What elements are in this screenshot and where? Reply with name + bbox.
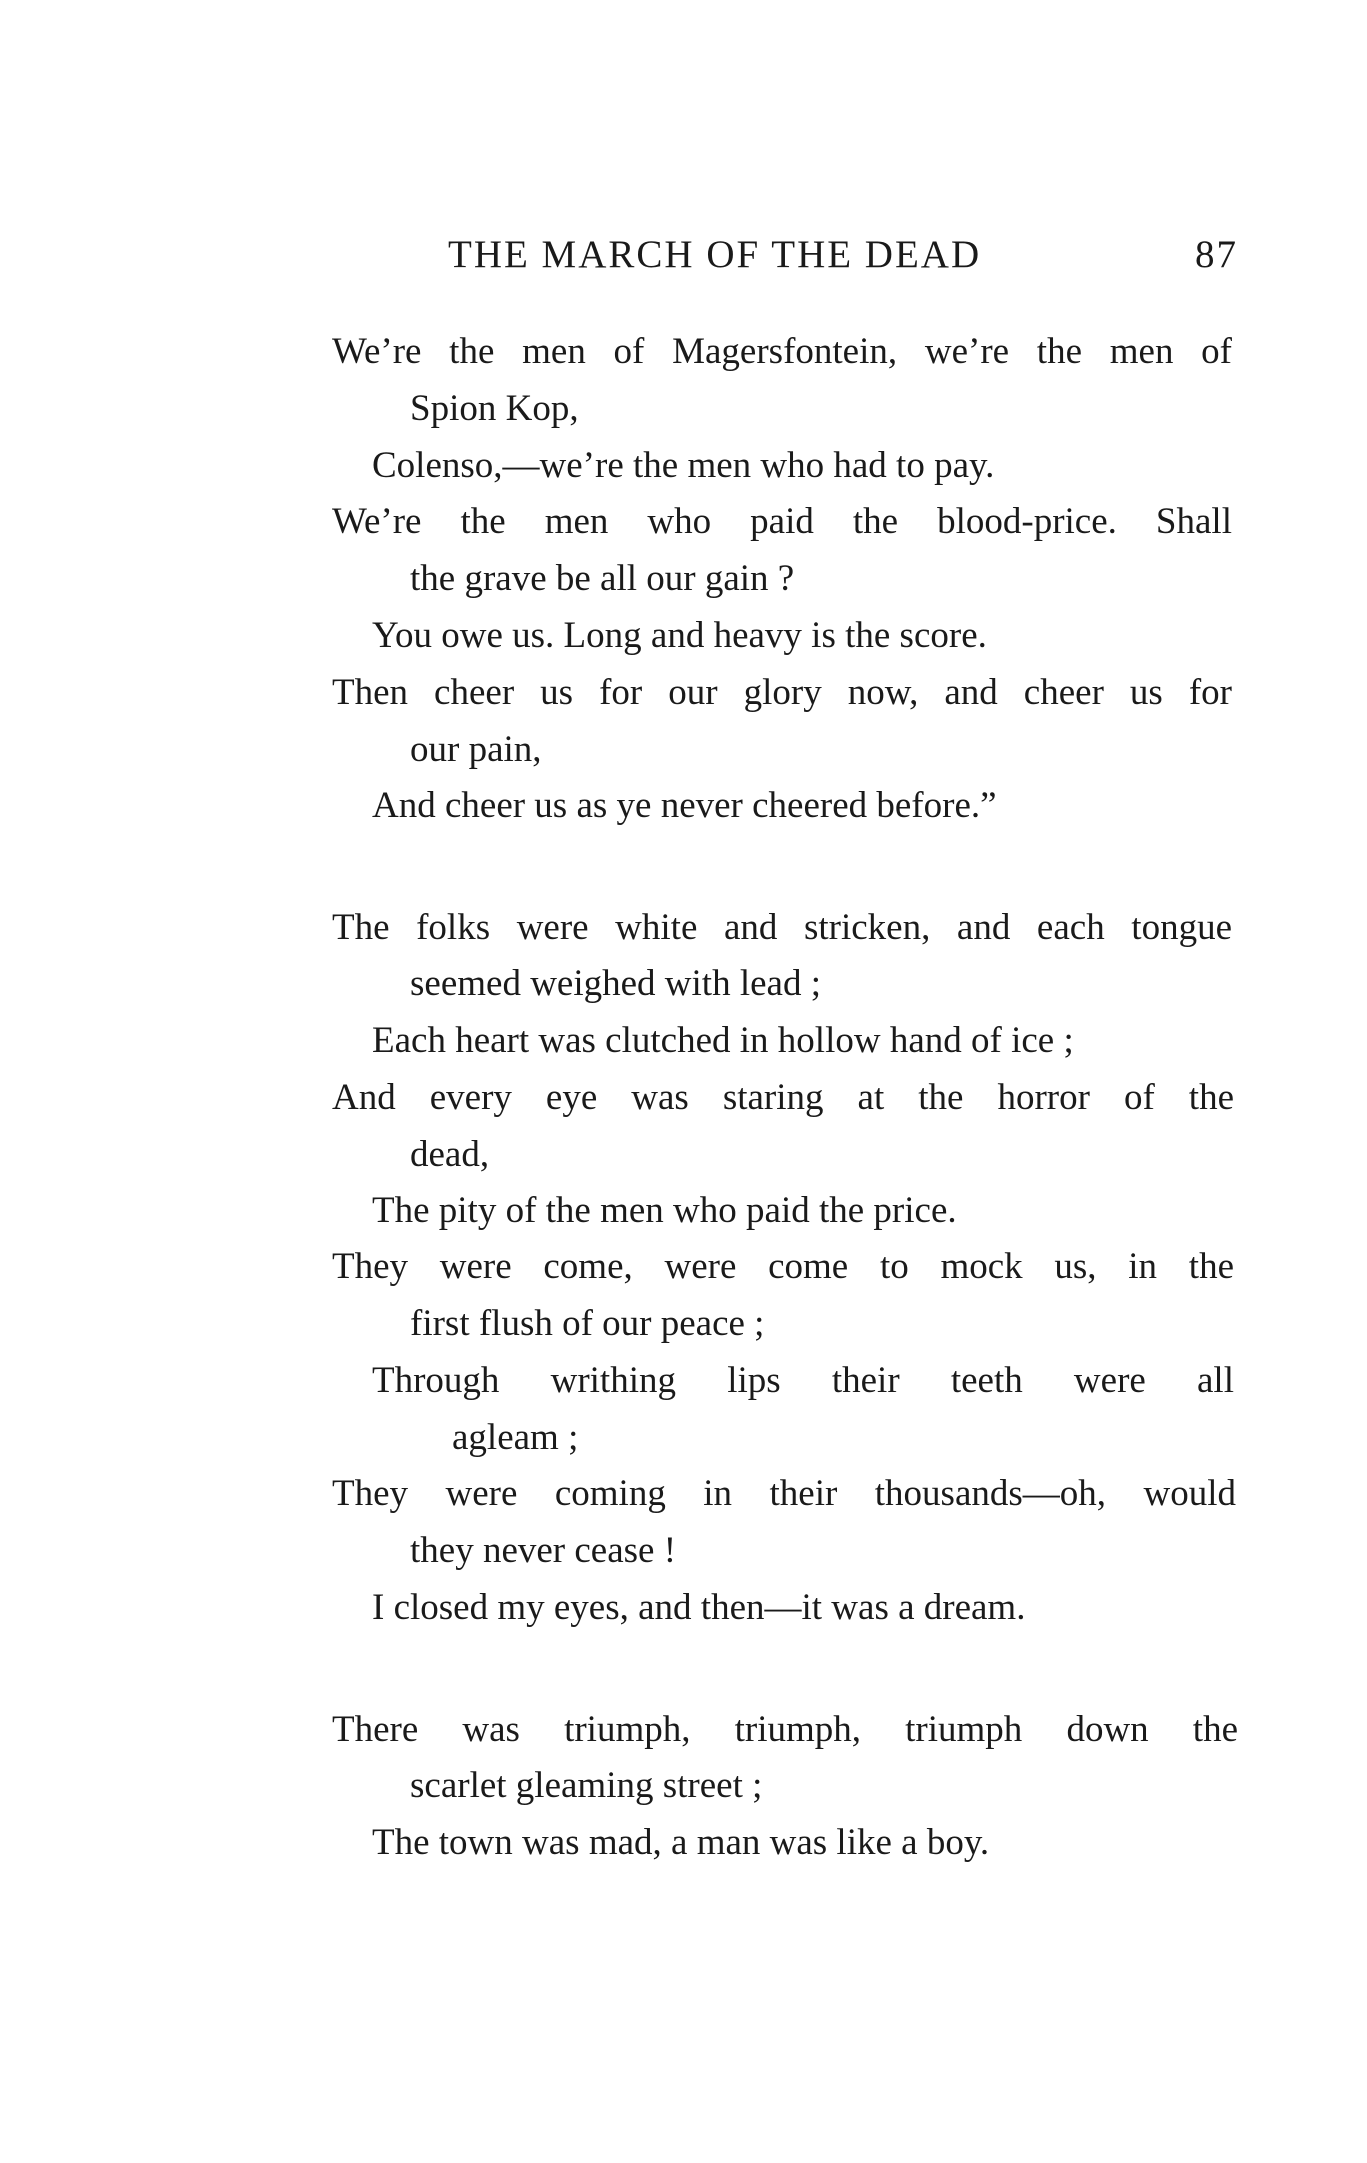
verse-line: They were come, were come to mock us, in the: [332, 1246, 1234, 1287]
verse-line: We’re the men of Magersfontein, we’re the men of: [332, 331, 1232, 372]
verse-line: The pity of the men who paid the price.: [372, 1190, 957, 1231]
verse-line: Colenso,—we’re the men who had to pay.: [372, 445, 995, 486]
verse-line: Spion Kop,: [410, 388, 579, 429]
page-number: 87: [1195, 233, 1238, 276]
running-head: [448, 232, 1238, 292]
verse-line: Each heart was clutched in hollow hand of ice ;: [372, 1020, 1074, 1061]
verse-line: the grave be all our gain ?: [410, 558, 795, 599]
verse-line: Then cheer us for our glory now, and cheer us for: [332, 672, 1232, 713]
verse-line: And every eye was staring at the horror of the: [332, 1077, 1234, 1118]
verse-line: our pain,: [410, 729, 542, 770]
verse-line: seemed weighed with lead ;: [410, 963, 821, 1004]
verse-line: I closed my eyes, and then—it was a dream.: [372, 1587, 1026, 1628]
verse-line: There was triumph, triumph, triumph down the: [332, 1709, 1238, 1750]
verse-line: agleam ;: [452, 1417, 579, 1458]
verse-line: And cheer us as ye never cheered before.”: [372, 785, 997, 826]
verse-line: We’re the men who paid the blood-price. Shall: [332, 501, 1232, 542]
running-title: THE MARCH OF THE DEAD: [448, 233, 982, 276]
verse-line: first flush of our peace ;: [410, 1303, 765, 1344]
verse-line: They were coming in their thousands—oh, would: [332, 1473, 1236, 1514]
verse-line: The town was mad, a man was like a boy.: [372, 1822, 990, 1863]
verse-line: The folks were white and stricken, and each tongue: [332, 907, 1232, 948]
verse-line: scarlet gleaming street ;: [410, 1765, 763, 1806]
verse-line: You owe us. Long and heavy is the score.: [372, 615, 987, 656]
verse-line: dead,: [410, 1134, 490, 1175]
verse-line: they never cease !: [410, 1530, 677, 1571]
verse-line: Through writhing lips their teeth were all: [372, 1360, 1234, 1401]
